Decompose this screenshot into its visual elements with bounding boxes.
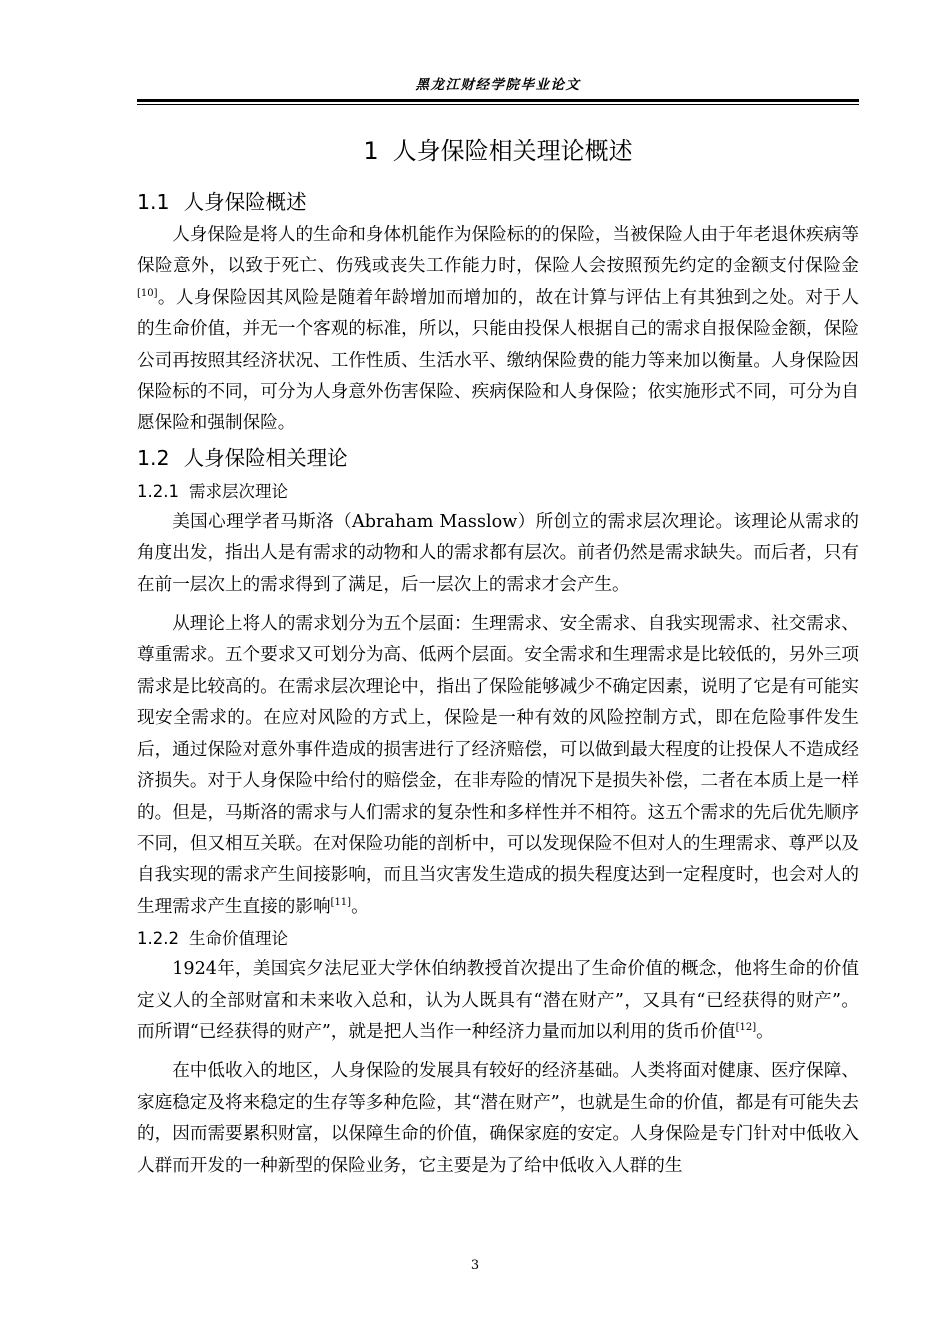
subsection-heading-1-2-2 bbox=[137, 923, 859, 954]
chapter-title-text: 人身保险相关理论概述 bbox=[392, 137, 633, 165]
chapter-title bbox=[137, 134, 859, 168]
paragraph-text: 。人身保险因其风险是随着年龄增加而增加的，故在计算与评估上有其独到之处。对于人的生命价值，并无一个客观的标准，所以，只能由投保人根据自己的需求自报保险金额，保险公司再按照其经济状况、工作性质、生活水平、缴纳保险费的能力等来加以衡量。人身保险因保险标的不同，可分为人身意外伤害保险、疾病保险和人身保险；依实施形式不同，可分为自愿保险和强制保险。 bbox=[137, 287, 859, 434]
page-number: 3 bbox=[470, 1258, 480, 1273]
subsection-number: 1.2.1 bbox=[137, 481, 179, 501]
section-number: 1.1 bbox=[137, 190, 170, 214]
paragraph-1-1-a bbox=[137, 220, 859, 440]
subsection-title: 生命价值理论 bbox=[188, 929, 288, 949]
paragraph-1-2-2-b: 在中低收入的地区，人身保险的发展具有较好的经济基础。人类将面对健康、医疗保障、家庭稳定及将来稳定的生存等多种危险，其“潜在财产”，也就是生命的价值，都是有可能失去的，因而需要累积财富，以保障生命的价值，确保家庭的安定。人身保险是专门针对中低收入人群而开发的一种新型的保险业务，它主要是为了给中低收入人群的生 bbox=[137, 1061, 859, 1176]
subsection-title: 需求层次理论 bbox=[188, 481, 288, 501]
section-title: 人身保险概述 bbox=[183, 190, 307, 214]
section-number: 1.2 bbox=[137, 445, 170, 470]
paragraph-text: 。 bbox=[756, 1021, 774, 1042]
paragraph-1-2-1-a: 美国心理学者马斯洛（Abraham Masslow）所创立的需求层次理论。该理论从需求的角度出发，指出人是有需求的动物和人的需求都有层次。前者仍然是需求缺失。而后者，只有在前一层次上的需求得到了满足，后一层次上的需求才会产生。 bbox=[137, 511, 859, 595]
section-heading-1-1 bbox=[137, 184, 859, 220]
header-rule-thick bbox=[137, 99, 859, 102]
citation-ref: [12] bbox=[735, 1021, 757, 1033]
subsection-number: 1.2.2 bbox=[137, 929, 179, 949]
citation-ref: [11] bbox=[330, 896, 352, 908]
paragraph-1-2-1-b bbox=[137, 609, 859, 923]
subsection-heading-1-2-1 bbox=[137, 476, 859, 507]
citation-ref: [10] bbox=[137, 287, 158, 299]
section-title: 人身保险相关理论 bbox=[183, 445, 348, 470]
paragraph-text: 从理论上将人的需求划分为五个层面：生理需求、安全需求、自我实现需求、社交需求、尊重需求。五个要求又可划分为高、低两个层面。安全需求和生理需求是比较低的，另外三项需求是比较高的。在需求层次理论中，指出了保险能够减少不确定因素，说明了它是有可能实现安全需求的。在应对风险的方式上，保险是一种有效的风险控制方式，即在危险事件发生后，通过保险对意外事件造成的损害进行了经济赔偿，可以做到最大程度的让投保人不造成经济损失。对于人身保险中给付的赔偿金，在非寿险的情况下是损失补偿，二者在本质上是一样的。但是，马斯洛的需求与人们需求的复杂性和多样性并不相符。这五个需求的先后优先顺序不同，但又相互关联。在对保险功能的剖析中，可以发现保险不但对人的生理需求、尊严以及自我实现的需求产生间接影响，而且当灾害发生造成的损失程度达到一定程度时，也会对人的生理需求产生直接的影响 bbox=[137, 614, 859, 917]
paragraph-text: 1924年，美国宾夕法尼亚大学休伯纳教授首次提出了生命价值的概念，他将生命的价值定义人的全部财富和未来收入总和，认为人既具有“潜在财产”，又具有“已经获得的财产”。而所谓“已经获得的财产”，就是把人当作一种经济力量而加以利用的货币价值 bbox=[137, 959, 859, 1042]
running-header: 黑龙江财经学院毕业论文 bbox=[415, 77, 581, 93]
paragraph-1-2-2-a bbox=[137, 954, 859, 1048]
header-rule-thin bbox=[137, 104, 859, 105]
body-content bbox=[137, 184, 859, 1182]
section-heading-1-2 bbox=[137, 440, 859, 476]
paragraph-text: 人身保险是将人的生命和身体机能作为保险标的的保险，当被保险人由于年老退休疾病等保险意外，以致于死亡、伤残或丧失工作能力时，保险人会按照预先约定的金额支付保险金 bbox=[137, 225, 859, 277]
chapter-number: 1 bbox=[363, 137, 379, 165]
paragraph-text: 。 bbox=[351, 896, 369, 917]
